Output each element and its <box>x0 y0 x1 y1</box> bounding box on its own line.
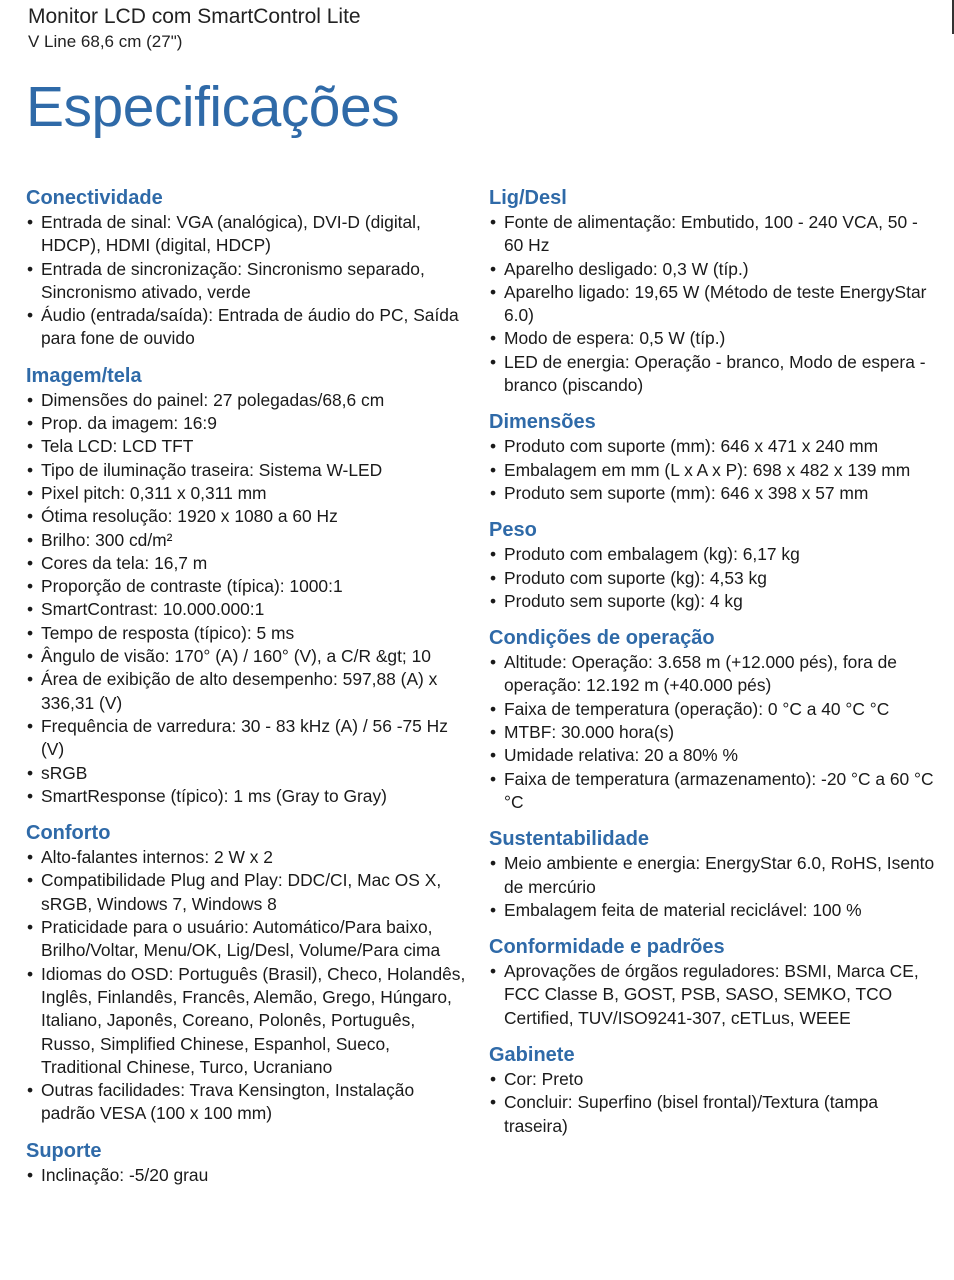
spec-item: • Concluir: Superfino (bisel frontal)/Textura (tampa traseira) <box>489 1091 939 1138</box>
spec-item: • Produto com suporte (mm): 646 x 471 x 240 mm <box>489 435 939 458</box>
spec-item: • Faixa de temperatura (operação): 0 °C a 40 °C °C <box>489 698 939 721</box>
spec-item: • LED de energia: Operação - branco, Modo de espera - branco (piscando) <box>489 351 939 398</box>
spec-list <box>489 651 939 814</box>
spec-item: • Fonte de alimentação: Embutido, 100 - 240 VCA, 50 - 60 Hz <box>489 211 939 258</box>
spec-section-conectividade <box>26 186 466 351</box>
spec-item: • sRGB <box>26 762 466 785</box>
section-title: Condições de operação <box>489 627 715 650</box>
spec-item: • Ângulo de visão: 170° (A) / 160° (V), a C/R &gt; 10 <box>26 645 466 668</box>
section-title: Conforto <box>26 822 111 845</box>
spec-list <box>489 211 939 397</box>
spec-item: • Altitude: Operação: 3.658 m (+12.000 pés), fora de operação: 12.192 m (+40.000 pés) <box>489 651 939 698</box>
page-heading: Especificações <box>26 75 400 139</box>
spec-list <box>489 852 939 922</box>
spec-list <box>26 846 466 1126</box>
spec-section-suporte <box>26 1139 466 1187</box>
spec-list <box>489 960 939 1030</box>
spec-item: • Alto-falantes internos: 2 W x 2 <box>26 846 466 869</box>
section-title: Conectividade <box>26 187 163 209</box>
spec-section-peso <box>489 518 939 613</box>
spec-section-conformidade-e-padroes <box>489 935 939 1030</box>
spec-item: • Cores da tela: 16,7 m <box>26 552 466 575</box>
spec-item: • Proporção de contraste (típica): 1000:1 <box>26 575 466 598</box>
spec-item: • Tempo de resposta (típico): 5 ms <box>26 622 466 645</box>
section-title: Gabinete <box>489 1044 575 1067</box>
spec-item: • Entrada de sinal: VGA (analógica), DVI-D (digital, HDCP), HDMI (digital, HDCP) <box>26 211 466 258</box>
product-title: Monitor LCD com SmartControl Lite <box>28 5 361 28</box>
spec-item: • Produto com embalagem (kg): 6,17 kg <box>489 543 939 566</box>
spec-section-sustentabilidade <box>489 827 939 922</box>
spec-item: • Ótima resolução: 1920 x 1080 a 60 Hz <box>26 505 466 528</box>
spec-item: • Frequência de varredura: 30 - 83 kHz (A) / 56 -75 Hz (V) <box>26 715 466 762</box>
spec-item: • Áudio (entrada/saída): Entrada de áudio do PC, Saída para fone de ouvido <box>26 304 466 351</box>
spec-list <box>26 1164 466 1187</box>
spec-item: • Aparelho desligado: 0,3 W (típ.) <box>489 258 939 281</box>
spec-item: • Compatibilidade Plug and Play: DDC/CI, Mac OS X, sRGB, Windows 7, Windows 8 <box>26 869 466 916</box>
spec-section-condicoes-de-operacao <box>489 626 939 814</box>
spec-item: • Inclinação: -5/20 grau <box>26 1164 466 1187</box>
spec-item: • Modo de espera: 0,5 W (típ.) <box>489 327 939 350</box>
spec-item: • Área de exibição de alto desempenho: 597,88 (A) x 336,31 (V) <box>26 668 466 715</box>
spec-item: • Praticidade para o usuário: Automático/Para baixo, Brilho/Voltar, Menu/OK, Lig/Desl, Volume/Para cima <box>26 916 466 963</box>
spec-section-lig-desl <box>489 186 939 397</box>
spec-item: • Tipo de iluminação traseira: Sistema W-LED <box>26 459 466 482</box>
spec-item: • Tela LCD: LCD TFT <box>26 435 466 458</box>
spec-item: • Idiomas do OSD: Português (Brasil), Checo, Holandês, Inglês, Finlandês, Francês, Alemão, Grego, Húngaro, Italiano, Japonês, Coreano, Polonês, Português, Russo, Simplified Chinese, Espanhol, Sueco, Traditional Chinese, Turco, Ucraniano <box>26 963 466 1079</box>
spec-item: • Brilho: 300 cd/m² <box>26 529 466 552</box>
spec-item: • MTBF: 30.000 hora(s) <box>489 721 939 744</box>
section-title: Lig/Desl <box>489 187 567 209</box>
section-title: Conformidade e padrões <box>489 936 725 959</box>
spec-item: • Embalagem em mm (L x A x P): 698 x 482 x 139 mm <box>489 459 939 482</box>
section-title: Sustentabilidade <box>489 828 650 851</box>
spec-item: • Embalagem feita de material reciclável: 100 % <box>489 899 939 922</box>
spec-section-imagem-tela <box>26 364 466 808</box>
spec-item: • Prop. da imagem: 16:9 <box>26 412 466 435</box>
spec-item: • Produto sem suporte (kg): 4 kg <box>489 590 939 613</box>
section-title: Suporte <box>26 1139 102 1162</box>
right-column <box>489 186 939 1151</box>
spec-list <box>489 543 939 613</box>
spec-item: • Outras facilidades: Trava Kensington, Instalação padrão VESA (100 x 100 mm) <box>26 1079 466 1126</box>
spec-item: • Pixel pitch: 0,311 x 0,311 mm <box>26 482 466 505</box>
section-title: Peso <box>489 519 537 542</box>
spec-item: • Produto sem suporte (mm): 646 x 398 x 57 mm <box>489 482 939 505</box>
spec-item: • Cor: Preto <box>489 1068 939 1091</box>
spec-item: • Aparelho ligado: 19,65 W (Método de teste EnergyStar 6.0) <box>489 281 939 328</box>
spec-item: • Faixa de temperatura (armazenamento): -20 °C a 60 °C °C <box>489 768 939 815</box>
spec-section-gabinete <box>489 1043 939 1138</box>
product-subtitle: V Line 68,6 cm (27") <box>28 32 183 51</box>
spec-item: • Umidade relativa: 20 a 80% % <box>489 744 939 767</box>
spec-section-conforto <box>26 821 466 1126</box>
spec-item: • Produto com suporte (kg): 4,53 kg <box>489 567 939 590</box>
spec-list <box>26 211 466 351</box>
spec-list <box>489 435 939 505</box>
spec-item: • Aprovações de órgãos reguladores: BSMI, Marca CE, FCC Classe B, GOST, PSB, SASO, SEMKO, TCO Certified, TUV/ISO9241-307, cETLus, WEEE <box>489 960 939 1030</box>
document-header <box>28 4 361 53</box>
section-title: Imagem/tela <box>26 364 142 387</box>
left-column <box>26 186 466 1200</box>
spec-item: • SmartResponse (típico): 1 ms (Gray to Gray) <box>26 785 466 808</box>
section-title: Dimensões <box>489 411 596 434</box>
spec-item: • Meio ambiente e energia: EnergyStar 6.0, RoHS, Isento de mercúrio <box>489 852 939 899</box>
spec-section-dimensoes <box>489 410 939 505</box>
spec-list <box>489 1068 939 1138</box>
spec-item: • SmartContrast: 10.000.000:1 <box>26 598 466 621</box>
spec-item: • Dimensões do painel: 27 polegadas/68,6 cm <box>26 389 466 412</box>
spec-item: • Entrada de sincronização: Sincronismo separado, Sincronismo ativado, verde <box>26 258 466 305</box>
spec-list <box>26 389 466 808</box>
